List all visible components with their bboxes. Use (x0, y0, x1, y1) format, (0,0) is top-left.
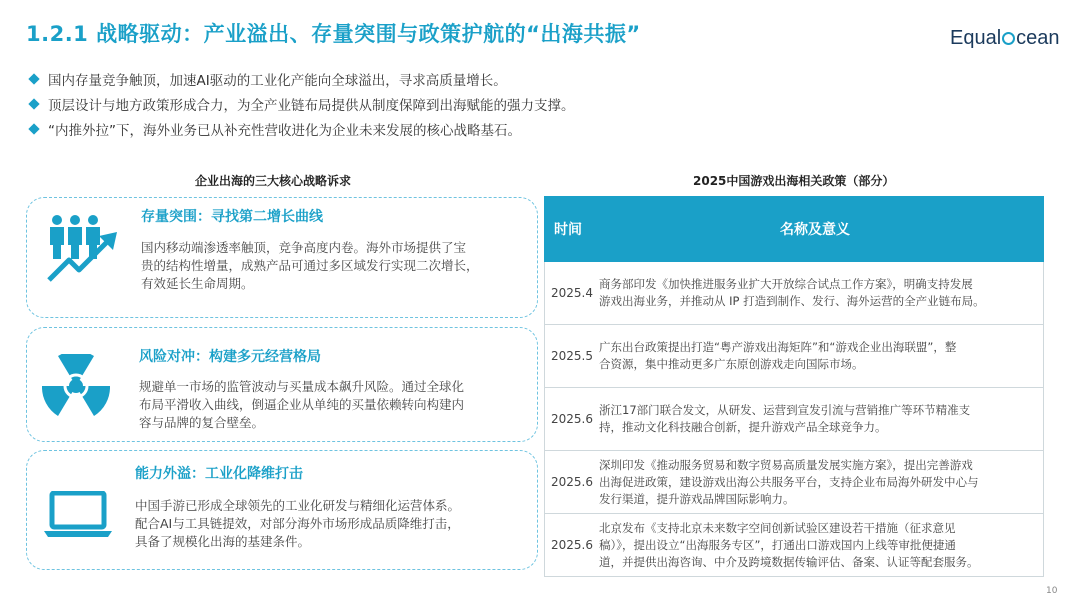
logo-text-2: cean (1016, 27, 1060, 49)
strategy-card-capability (26, 450, 538, 570)
growth-people-icon (45, 214, 123, 286)
row-text-line: 发行渠道，提升游戏品牌国际影响力。 (599, 491, 795, 506)
card-body-line: 国内移动端渗透率触顶，竞争高度内卷。海外市场提供了宝 (141, 240, 467, 255)
left-section-title: 企业出海的三大核心战略诉求 (195, 174, 352, 188)
column-header-name: 名称及意义 (780, 222, 850, 238)
row-date: 2025.6 (551, 538, 593, 552)
row-date: 2025.6 (551, 475, 593, 489)
row-text-line: 出海促进政策，建设游戏出海公共服务平台，支持企业布局海外研发中心与 (599, 474, 979, 489)
table-row (544, 325, 1044, 388)
row-text-line: 商务部印发《加快推进服务业扩大开放综合试点工作方案》，明确支持发展 (599, 277, 973, 291)
card-body-line: 容与品牌的复合壁垒。 (139, 415, 265, 430)
row-text-line: 浙江17部门联合发文，从研发、运营到宣发引流与营销推广等环节精准支 (599, 403, 971, 417)
row-text-line: 稿）》，提出设立“出海服务专区”，打通出口游戏国内上线等审批便捷通 (599, 537, 956, 552)
row-text-line: 道，并提供出海咨询、中介及跨境数据传输评估、备案、认证等配套服务。 (599, 554, 979, 569)
column-header-time: 时间 (554, 222, 582, 238)
logo-o-circle-icon (1002, 32, 1015, 45)
table-row (544, 451, 1044, 514)
row-text-line: 北京发布《支持北京未来数字空间创新试验区建设若干措施（征求意见 (599, 520, 956, 535)
row-date: 2025.4 (551, 286, 593, 300)
row-text-line: 持，推动文化科技融合创新，提升游戏产品全球竞争力。 (599, 420, 887, 434)
page-number: 10 (1046, 586, 1058, 596)
page-title: 1.2.1 战略驱动：产业溢出、存量突围与政策护航的“出海共振” (26, 22, 641, 46)
card-title: 能力外溢：工业化降维打击 (135, 466, 303, 482)
row-text (595, 457, 1043, 508)
table-header (544, 196, 1044, 262)
row-date: 2025.6 (551, 412, 593, 426)
card-title: 存量突围：寻找第二增长曲线 (141, 209, 323, 225)
bullet-text: 国内存量竞争触顶，加速AI驱动的工业化产能向全球溢出，寻求高质量增长。 (48, 72, 507, 89)
card-body-line: 布局平滑收入曲线，倒逼企业从单纯的买量依赖转向构建内 (139, 397, 465, 412)
row-text-line: 广东出台政策提出打造“粤产游戏出海矩阵”和“游戏企业出海联盟”，整 (599, 340, 957, 354)
row-text-line: 深圳印发《推动服务贸易和数字贸易高质量发展实施方案》，提出完善游戏 (599, 457, 973, 472)
laptop-icon (42, 491, 114, 539)
strategy-card-growth (26, 197, 538, 318)
card-title: 风险对冲：构建多元经营格局 (139, 349, 321, 365)
bullet-item (30, 91, 575, 116)
diamond-bullet-icon (28, 123, 39, 134)
card-body-line: 中国手游已形成全球领先的工业化研发与精细化运营体系。 (135, 498, 461, 513)
logo-text-1: Equal (950, 27, 1002, 49)
bullet-text: “内推外拉”下，海外业务已从补充性营收进化为企业未来发展的核心战略基石。 (48, 122, 521, 139)
card-body-line: 贵的结构性增量，成熟产品可通过多区域发行实现二次增长， (141, 258, 479, 273)
radiation-icon (42, 354, 110, 418)
bullet-item (30, 66, 575, 91)
row-date: 2025.5 (551, 349, 593, 363)
strategy-card-risk (26, 327, 538, 442)
card-body-line: 有效延长生命周期。 (141, 276, 254, 291)
card-body (135, 497, 533, 551)
row-text (595, 402, 1043, 436)
table-row (544, 262, 1044, 325)
bullet-text: 顶层设计与地方政策形成合力，为全产业链布局提供从制度保障到出海赋能的强力支撑。 (48, 97, 575, 114)
bullet-item (30, 116, 575, 141)
diamond-bullet-icon (28, 73, 39, 84)
row-text (595, 276, 1043, 310)
row-text-line: 游戏出海业务，并推动从 IP 打造到制作、发行、海外运营的全产业链布局。 (599, 294, 985, 308)
card-body-line: 具备了规模化出海的基建条件。 (135, 534, 311, 549)
card-body (139, 378, 531, 432)
row-text (595, 520, 1043, 571)
row-text-line: 合资源，集中推动更多广东原创游戏走向国际市场。 (599, 357, 864, 371)
table-row (544, 514, 1044, 577)
table-row (544, 388, 1044, 451)
card-body (141, 239, 533, 293)
right-section-title: 2025中国游戏出海相关政策（部分） (693, 174, 895, 188)
row-text (595, 339, 1043, 373)
card-body-line: 规避单一市场的监管波动与买量成本飙升风险。通过全球化 (139, 379, 465, 394)
diamond-bullet-icon (28, 98, 39, 109)
equalocean-logo (950, 27, 1060, 50)
policy-table (544, 196, 1044, 577)
bullet-list (30, 66, 575, 141)
card-body-line: 配合AI与工具链提效，对部分海外市场形成品质降维打击， (135, 516, 460, 531)
